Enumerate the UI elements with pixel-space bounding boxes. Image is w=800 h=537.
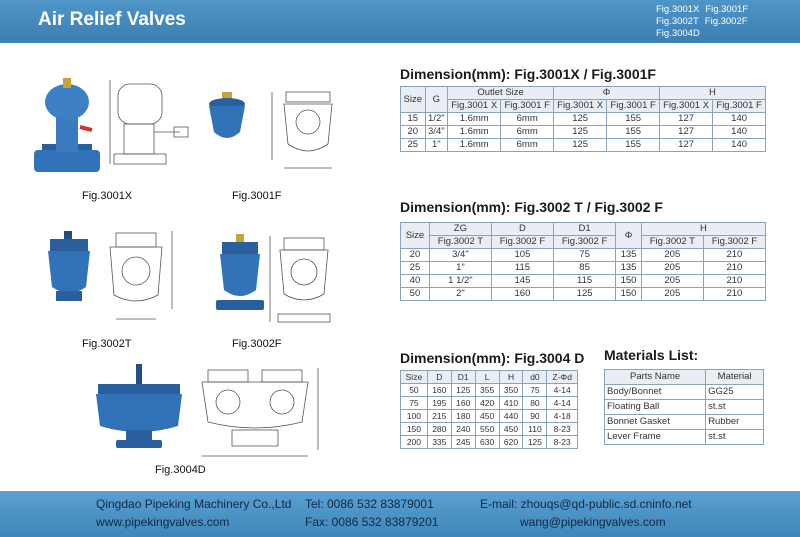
table-row	[401, 423, 578, 436]
sub-header: Fig.3002 F	[491, 236, 553, 249]
col-header: H	[499, 371, 523, 384]
cell: 550	[475, 423, 499, 436]
fig-index-item: Fig.3004D	[656, 28, 700, 39]
cell: Body/Bonnet	[605, 385, 706, 400]
col-outlet: Outlet Size	[448, 87, 554, 100]
table-row	[605, 385, 764, 400]
cell: 410	[499, 397, 523, 410]
cell: st.st	[706, 400, 764, 415]
cell: 180	[451, 410, 475, 423]
col-header: Material	[706, 370, 764, 385]
table-row	[401, 275, 766, 288]
table-row	[401, 436, 578, 449]
cell: 450	[499, 423, 523, 436]
table-row	[605, 415, 764, 430]
cell: 8-23	[547, 436, 578, 449]
cell: 115	[491, 262, 553, 275]
fig-index-item: Fig.3001X	[656, 4, 700, 15]
cell: 1.6mm	[448, 113, 501, 126]
cell: 125	[554, 139, 607, 152]
cell: Lever Frame	[605, 430, 706, 445]
cell: 110	[523, 423, 547, 436]
dimension-3004-title: Dimension(mm): Fig.3004 D	[400, 350, 585, 366]
cell: 195	[427, 397, 451, 410]
cell: st.st	[706, 430, 764, 445]
col-h: H	[659, 87, 765, 100]
cell: 6mm	[501, 126, 554, 139]
cell: 1.6mm	[448, 126, 501, 139]
page-title: Air Relief Valves	[38, 9, 186, 30]
cell: 127	[659, 126, 712, 139]
cell: 20	[401, 126, 426, 139]
cell: 3/4"	[429, 249, 491, 262]
cell: 8-23	[547, 423, 578, 436]
cell: 115	[554, 275, 616, 288]
cell: Floating Ball	[605, 400, 706, 415]
cell: 210	[703, 275, 765, 288]
col-d1: D1	[554, 223, 616, 236]
cell: 140	[713, 126, 766, 139]
sub-header: Fig.3001 X	[659, 100, 712, 113]
table-row	[401, 113, 766, 126]
cell: 6mm	[501, 113, 554, 126]
cell: 2"	[429, 288, 491, 301]
sub-header: Fig.3001 F	[607, 100, 660, 113]
cell: 1.6mm	[448, 139, 501, 152]
col-g: G	[425, 87, 448, 113]
cell: 15	[401, 113, 426, 126]
cell: 280	[427, 423, 451, 436]
table-row	[605, 400, 764, 415]
header-bar	[0, 0, 800, 43]
cell: 205	[641, 249, 703, 262]
col-header: Parts Name	[605, 370, 706, 385]
col-header: D1	[451, 371, 475, 384]
cell: 125	[523, 436, 547, 449]
sub-header: Fig.3001 F	[713, 100, 766, 113]
table-row	[401, 397, 578, 410]
valve-3004d-image	[92, 360, 362, 465]
table-row	[401, 288, 766, 301]
table-row	[605, 430, 764, 445]
table-row	[401, 384, 578, 397]
dimension-3002-table	[400, 222, 766, 301]
cell: 3/4"	[425, 126, 448, 139]
cell: 205	[641, 262, 703, 275]
sub-header: Fig.3001 X	[554, 100, 607, 113]
cell: 620	[499, 436, 523, 449]
table-row	[401, 126, 766, 139]
cell: Rubber	[706, 415, 764, 430]
cell: 4-14	[547, 397, 578, 410]
cell: 75	[401, 397, 428, 410]
dimension-3004-table	[400, 370, 578, 449]
cell: 150	[616, 275, 642, 288]
cell: 1/2"	[425, 113, 448, 126]
cell: 160	[427, 384, 451, 397]
cell: 6mm	[501, 139, 554, 152]
cell: 450	[475, 410, 499, 423]
dimension-3001-table	[400, 86, 766, 152]
cell: 630	[475, 436, 499, 449]
cell: 150	[616, 288, 642, 301]
fig-index-item: Fig.3001F	[705, 4, 749, 15]
sub-header: Fig.3002 T	[641, 236, 703, 249]
col-size: Size	[401, 223, 430, 249]
cell: 25	[401, 139, 426, 152]
cell: 140	[713, 113, 766, 126]
cell: 155	[607, 139, 660, 152]
materials-table	[604, 369, 764, 445]
table-row	[401, 139, 766, 152]
cell: 1 1/2"	[429, 275, 491, 288]
cell: 85	[554, 262, 616, 275]
cell: 50	[401, 384, 428, 397]
cell: 125	[554, 113, 607, 126]
materials-title: Materials List:	[604, 347, 699, 363]
sub-header: Fig.3002 F	[703, 236, 765, 249]
cell: 4-14	[547, 384, 578, 397]
fig-3002t-label: Fig.3002T	[82, 338, 132, 350]
col-header: d0	[523, 371, 547, 384]
col-header: Size	[401, 371, 428, 384]
cell: 127	[659, 113, 712, 126]
company-name: Qingdao Pipeking Machinery Co.,Ltd	[96, 497, 292, 511]
cell: 240	[451, 423, 475, 436]
cell: 1"	[429, 262, 491, 275]
cell: 125	[451, 384, 475, 397]
cell: 210	[703, 288, 765, 301]
cell: 215	[427, 410, 451, 423]
tel-number: Tel: 0086 532 83879001	[305, 497, 434, 511]
cell: 210	[703, 249, 765, 262]
email-link[interactable]: E-mail: zhouqs@qd-public.sd.cninfo.net	[480, 497, 692, 511]
cell: 135	[616, 262, 642, 275]
cell: 420	[475, 397, 499, 410]
cell: 50	[401, 288, 430, 301]
figure-index	[656, 4, 796, 40]
cell: 1"	[425, 139, 448, 152]
cell: 20	[401, 249, 430, 262]
cell: 205	[641, 275, 703, 288]
cell: 205	[641, 288, 703, 301]
fig-index-item: Fig.3002T	[656, 16, 699, 27]
cell: 80	[523, 397, 547, 410]
cell: 25	[401, 262, 430, 275]
cell: 75	[523, 384, 547, 397]
cell: 335	[427, 436, 451, 449]
col-d: D	[491, 223, 553, 236]
table-row	[401, 410, 578, 423]
cell: 135	[616, 249, 642, 262]
col-zg: ZG	[429, 223, 491, 236]
col-h: H	[641, 223, 765, 236]
cell: 90	[523, 410, 547, 423]
valve-3002t-image	[42, 225, 212, 330]
cell: 125	[554, 126, 607, 139]
valve-3002f-image	[210, 230, 380, 335]
cell: 127	[659, 139, 712, 152]
fig-3001x-label: Fig.3001X	[82, 190, 133, 202]
valve-3001f-image	[200, 88, 370, 178]
cell: 210	[703, 262, 765, 275]
table-row	[401, 249, 766, 262]
dimension-3002-title: Dimension(mm): Fig.3002 T / Fig.3002 F	[400, 199, 663, 215]
col-size: Size	[401, 87, 426, 113]
cell: 155	[607, 113, 660, 126]
fig-3002f-label: Fig.3002F	[232, 338, 282, 350]
sub-header: Fig.3001 F	[501, 100, 554, 113]
sub-header: Fig.3002 F	[554, 236, 616, 249]
sub-header: Fig.3002 T	[429, 236, 491, 249]
footer-bar	[0, 491, 800, 537]
cell: 160	[491, 288, 553, 301]
cell: 100	[401, 410, 428, 423]
website-link[interactable]: www.pipekingvalves.com	[96, 515, 230, 529]
sub-header: Fig.3001 X	[448, 100, 501, 113]
cell: 140	[713, 139, 766, 152]
cell: 150	[401, 423, 428, 436]
email-link-2[interactable]: wang@pipekingvalves.com	[520, 515, 666, 529]
table-row	[401, 262, 766, 275]
cell: 200	[401, 436, 428, 449]
cell: 160	[451, 397, 475, 410]
fig-3004d-label: Fig.3004D	[155, 464, 206, 476]
cell: 440	[499, 410, 523, 423]
cell: 75	[554, 249, 616, 262]
cell: Bonnet Gasket	[605, 415, 706, 430]
cell: 40	[401, 275, 430, 288]
col-phi: Φ	[616, 223, 642, 249]
col-header: L	[475, 371, 499, 384]
cell: 105	[491, 249, 553, 262]
fig-index-item: Fig.3002F	[704, 16, 748, 27]
col-header: D	[427, 371, 451, 384]
cell: GG25	[706, 385, 764, 400]
cell: 245	[451, 436, 475, 449]
fig-3001f-label: Fig.3001F	[232, 190, 282, 202]
cell: 155	[607, 126, 660, 139]
cell: 350	[499, 384, 523, 397]
col-header: Z-Φd	[547, 371, 578, 384]
dimension-3001-title: Dimension(mm): Fig.3001X / Fig.3001F	[400, 66, 656, 82]
cell: 355	[475, 384, 499, 397]
cell: 4-18	[547, 410, 578, 423]
valve-3001x-image	[30, 72, 200, 177]
cell: 145	[491, 275, 553, 288]
fax-number: Fax: 0086 532 83879201	[305, 515, 439, 529]
cell: 125	[554, 288, 616, 301]
col-phi: Φ	[554, 87, 660, 100]
